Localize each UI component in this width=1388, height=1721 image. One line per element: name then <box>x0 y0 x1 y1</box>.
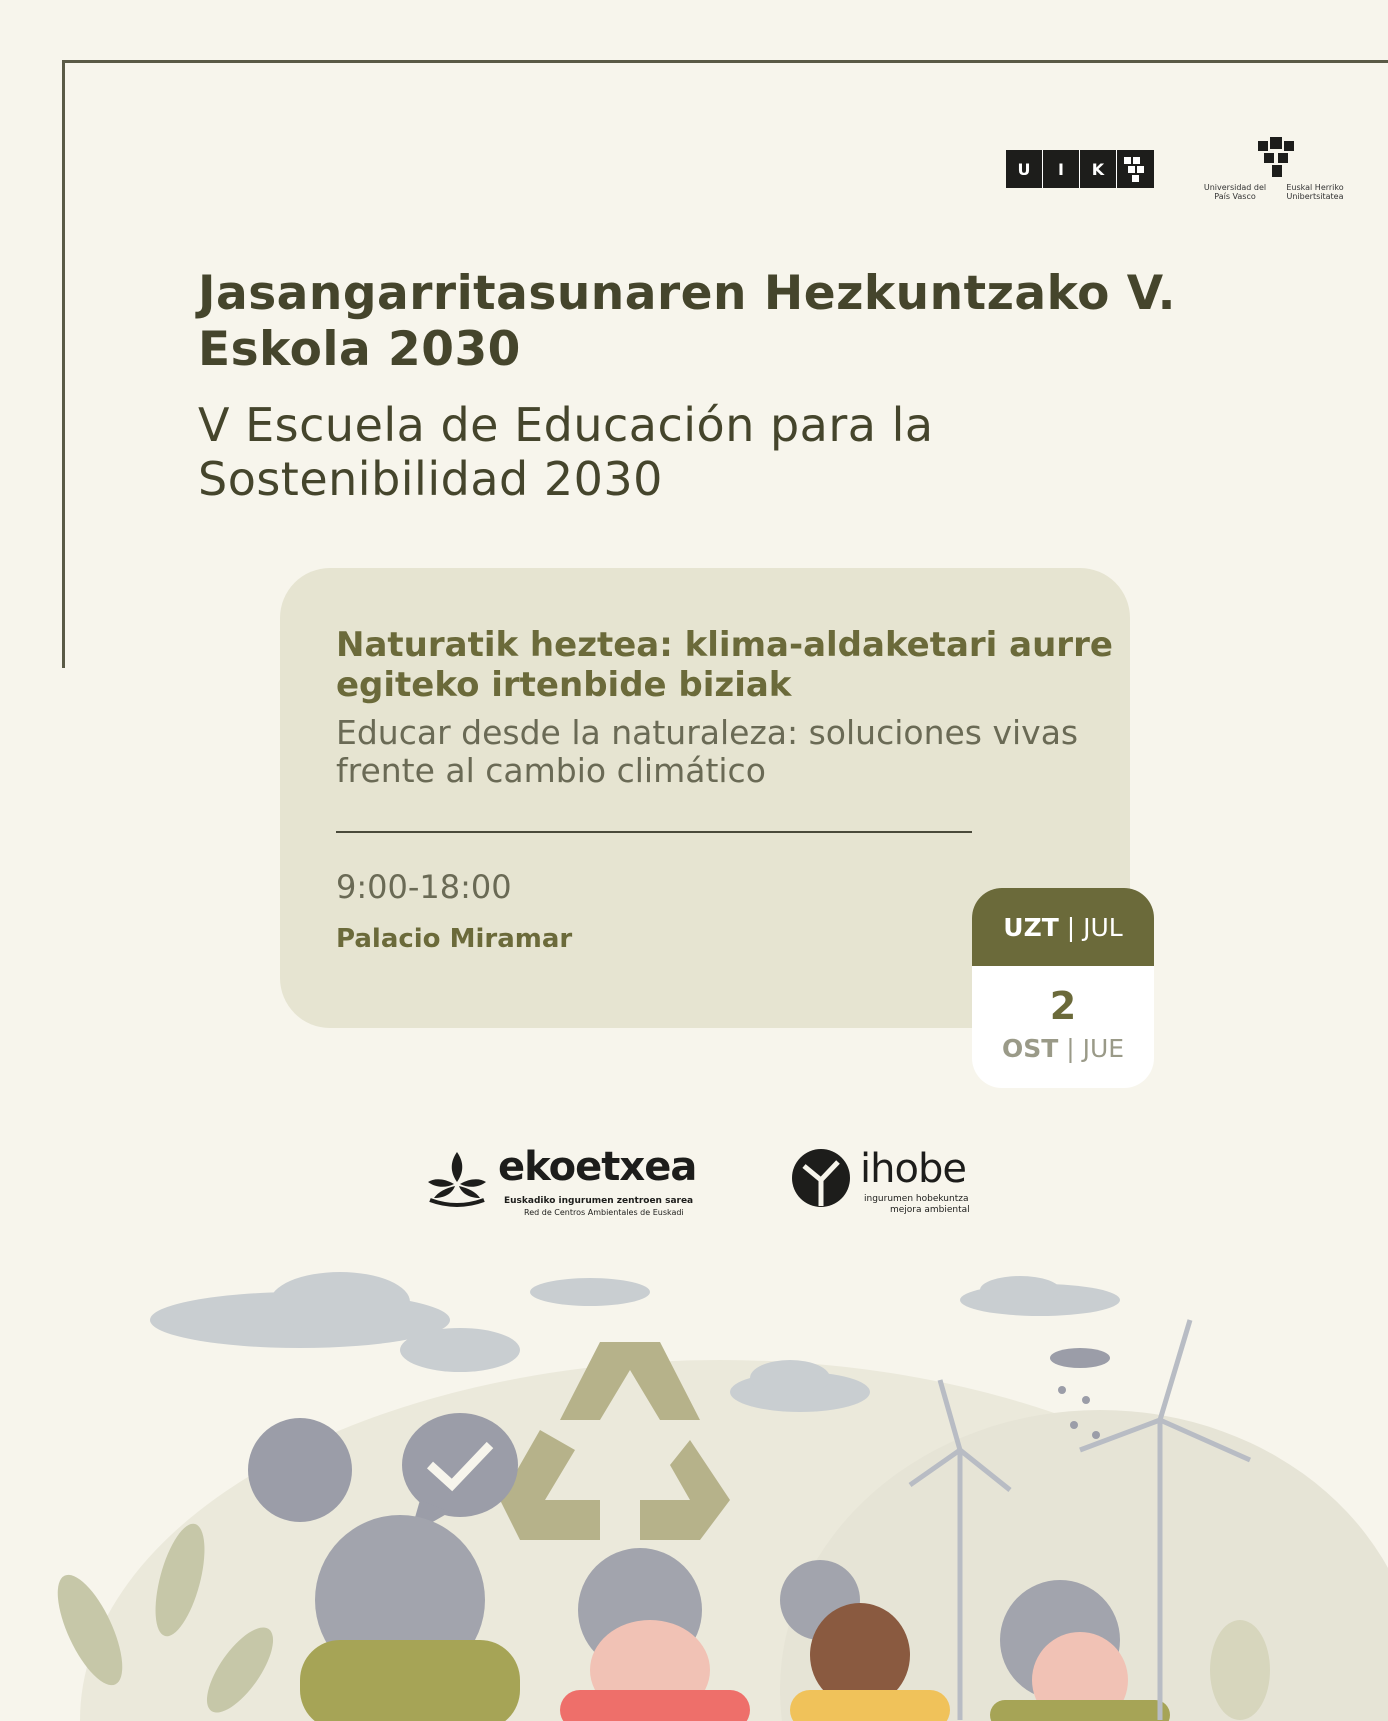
ihobe-sub-eu: ingurumen hobekuntza <box>864 1194 969 1204</box>
ehu-text-es: Universidad del País Vasco <box>1203 183 1267 201</box>
ihobe-circle-icon <box>790 1146 852 1210</box>
ekoetxea-name: ekoetxea <box>498 1144 697 1190</box>
page-title-eu: Jasangarritasunaren Hezkuntzako V. Eskola 2030 <box>198 266 1176 377</box>
session-title-es: Educar desde la naturaleza: soluciones vivas frente al cambio climático <box>336 713 1079 790</box>
uik-letter-i: I <box>1043 150 1080 188</box>
session-place: Palacio Miramar <box>336 924 573 954</box>
ehu-tree-icon <box>1254 135 1300 179</box>
ehu-logo <box>1196 135 1356 207</box>
sustainability-illustration <box>0 1250 1388 1721</box>
uik-tree-icon <box>1117 150 1154 188</box>
ihobe-logo <box>790 1146 990 1218</box>
session-divider <box>336 831 972 833</box>
date-separator: | <box>1066 912 1076 942</box>
date-month <box>972 888 1154 966</box>
date-month-eu: UZT <box>1003 912 1059 942</box>
session-time: 9:00-18:00 <box>336 868 512 906</box>
date-month-es: JUL <box>1083 912 1123 942</box>
ekoetxea-plant-icon <box>424 1144 490 1210</box>
uik-letter-k: K <box>1080 150 1117 188</box>
uik-letter-u: U <box>1006 150 1043 188</box>
ekoetxea-logo <box>424 1144 714 1218</box>
date-separator-2: | <box>1066 1034 1075 1063</box>
uik-logo <box>1006 150 1154 188</box>
session-title-eu: Naturatik heztea: klima-aldaketari aurre egiteko irtenbide biziak <box>336 625 1113 705</box>
frame-top-line <box>62 60 1388 63</box>
ekoetxea-sub-es: Red de Centros Ambientales de Euskadi <box>524 1208 684 1217</box>
ehu-text-eu: Euskal Herriko Unibertsitatea <box>1286 183 1344 201</box>
date-weekday <box>972 1034 1154 1063</box>
ihobe-name: ihobe <box>860 1146 966 1192</box>
date-badge <box>972 888 1154 1088</box>
date-day: 2 <box>1049 984 1077 1028</box>
cloud-icon <box>150 1272 520 1372</box>
frame-left-line <box>62 60 65 668</box>
date-weekday-es: JUE <box>1082 1034 1125 1063</box>
date-weekday-eu: OST <box>1001 1034 1059 1063</box>
ekoetxea-sub-eu: Euskadiko ingurumen zentroen sarea <box>504 1196 694 1206</box>
page-title-es: V Escuela de Educación para la Sostenibilidad 2030 <box>198 398 934 506</box>
ihobe-sub-es: mejora ambiental <box>890 1205 970 1215</box>
